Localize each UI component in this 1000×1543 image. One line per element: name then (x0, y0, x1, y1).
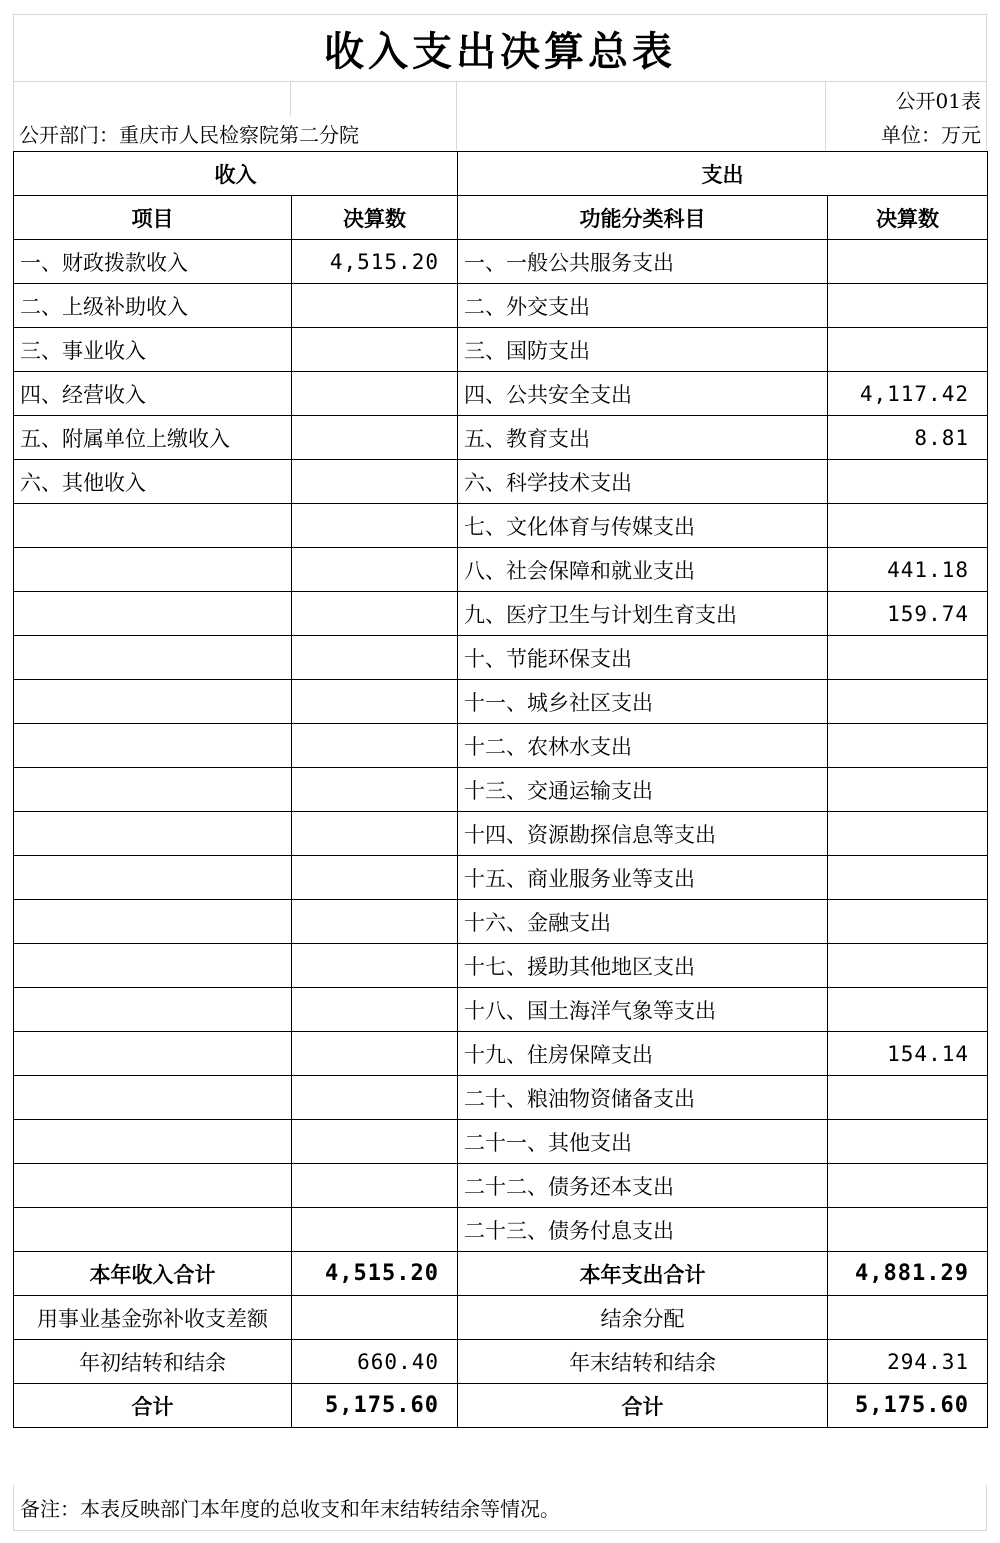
income-amount (292, 812, 458, 856)
expense-item: 十二、农林水支出 (458, 724, 828, 768)
expense-item: 十八、国土海洋气象等支出 (458, 988, 828, 1032)
expense-amount (828, 1076, 988, 1120)
income-item (14, 1076, 292, 1120)
expense-amount: 8.81 (828, 416, 988, 460)
income-item (14, 724, 292, 768)
table-row (14, 328, 988, 372)
table-row (14, 284, 988, 328)
table-row (14, 1164, 988, 1208)
income-amount (292, 548, 458, 592)
expense-item: 十六、金融支出 (458, 900, 828, 944)
expense-amount: 441.18 (828, 548, 988, 592)
income-amount (292, 988, 458, 1032)
table-row (14, 1032, 988, 1076)
expense-item: 四、公共安全支出 (458, 372, 828, 416)
expense-amount (828, 1164, 988, 1208)
amount-header-expense: 决算数 (828, 196, 988, 240)
income-amount (292, 460, 458, 504)
item-header: 项目 (14, 196, 292, 240)
summary-income-item: 本年收入合计 (14, 1252, 292, 1296)
table-row (14, 900, 988, 944)
expense-amount (828, 636, 988, 680)
income-item: 六、其他收入 (14, 460, 292, 504)
income-item (14, 900, 292, 944)
table-row (14, 592, 988, 636)
summary-row (14, 1340, 988, 1384)
income-item (14, 1032, 292, 1076)
header-row-columns (14, 196, 988, 240)
income-amount (292, 1032, 458, 1076)
income-item (14, 768, 292, 812)
summary-expense-amount (828, 1296, 988, 1340)
summary-expense-amount: 4,881.29 (828, 1252, 988, 1296)
summary-income-amount: 660.40 (292, 1340, 458, 1384)
blank-cell (457, 116, 826, 150)
income-item: 一、财政拨款收入 (14, 240, 292, 284)
income-item (14, 812, 292, 856)
table-row (14, 240, 988, 284)
expense-amount (828, 812, 988, 856)
table-row (14, 1076, 988, 1120)
income-amount (292, 284, 458, 328)
table-row (14, 416, 988, 460)
expense-amount: 154.14 (828, 1032, 988, 1076)
table-row (14, 504, 988, 548)
income-item: 二、上级补助收入 (14, 284, 292, 328)
expense-amount: 4,117.42 (828, 372, 988, 416)
expense-item: 二十三、债务付息支出 (458, 1208, 828, 1252)
department-label: 公开部门：重庆市人民检察院第二分院 (14, 116, 457, 150)
expense-amount (828, 504, 988, 548)
table-row (14, 548, 988, 592)
expense-amount (828, 328, 988, 372)
table-row (14, 812, 988, 856)
income-amount (292, 1208, 458, 1252)
income-item (14, 944, 292, 988)
income-item (14, 988, 292, 1032)
expense-item: 十七、援助其他地区支出 (458, 944, 828, 988)
expense-amount (828, 900, 988, 944)
expense-item: 九、医疗卫生与计划生育支出 (458, 592, 828, 636)
blank-cell (457, 82, 826, 116)
expense-amount: 159.74 (828, 592, 988, 636)
header-row-group (14, 152, 988, 196)
expense-header: 支出 (458, 152, 988, 196)
income-amount (292, 1076, 458, 1120)
page-title: 收入支出决算总表 (13, 14, 987, 82)
income-item (14, 1208, 292, 1252)
summary-income-item: 用事业基金弥补收支差额 (14, 1296, 292, 1340)
income-amount: 4,515.20 (292, 240, 458, 284)
expense-item: 十、节能环保支出 (458, 636, 828, 680)
summary-row (14, 1296, 988, 1340)
income-amount (292, 900, 458, 944)
income-item (14, 636, 292, 680)
summary-expense-item: 合计 (458, 1384, 828, 1428)
table-row (14, 856, 988, 900)
table-row (14, 680, 988, 724)
expense-item: 六、科学技术支出 (458, 460, 828, 504)
table-row (14, 724, 988, 768)
table-row (14, 372, 988, 416)
income-item (14, 548, 292, 592)
income-item: 四、经营收入 (14, 372, 292, 416)
income-amount (292, 856, 458, 900)
income-item (14, 592, 292, 636)
income-amount (292, 680, 458, 724)
expense-amount (828, 284, 988, 328)
expense-item: 八、社会保障和就业支出 (458, 548, 828, 592)
summary-income-amount (292, 1296, 458, 1340)
expense-item: 二十、粮油物资储备支出 (458, 1076, 828, 1120)
table-row (14, 1120, 988, 1164)
summary-income-amount: 4,515.20 (292, 1252, 458, 1296)
footnote: 备注：本表反映部门本年度的总收支和年末结转结余等情况。 (13, 1485, 987, 1531)
budget-table (13, 151, 988, 1428)
summary-expense-item: 结余分配 (458, 1296, 828, 1340)
income-amount (292, 636, 458, 680)
income-amount (292, 504, 458, 548)
expense-item: 十三、交通运输支出 (458, 768, 828, 812)
expense-item: 十一、城乡社区支出 (458, 680, 828, 724)
expense-item: 一、一般公共服务支出 (458, 240, 828, 284)
table-row (14, 944, 988, 988)
income-amount (292, 724, 458, 768)
meta-row-code (13, 82, 987, 116)
expense-amount (828, 1120, 988, 1164)
unit-label: 单位：万元 (881, 122, 981, 147)
income-amount (292, 1120, 458, 1164)
table-row (14, 988, 988, 1032)
income-amount (292, 944, 458, 988)
expense-item: 七、文化体育与传媒支出 (458, 504, 828, 548)
income-item (14, 856, 292, 900)
amount-header: 决算数 (292, 196, 458, 240)
expense-amount (828, 768, 988, 812)
expense-amount (828, 680, 988, 724)
income-item (14, 1164, 292, 1208)
expense-item: 十九、住房保障支出 (458, 1032, 828, 1076)
income-amount (292, 1164, 458, 1208)
income-amount (292, 372, 458, 416)
summary-row (14, 1384, 988, 1428)
summary-income-item: 年初结转和结余 (14, 1340, 292, 1384)
expense-amount (828, 856, 988, 900)
income-item (14, 680, 292, 724)
summary-income-item: 合计 (14, 1384, 292, 1428)
income-amount (292, 416, 458, 460)
meta-row-department (13, 116, 987, 150)
expense-amount (828, 944, 988, 988)
summary-row (14, 1252, 988, 1296)
expense-amount (828, 460, 988, 504)
expense-amount (828, 724, 988, 768)
expense-item: 二十二、债务还本支出 (458, 1164, 828, 1208)
blank-cell (14, 82, 291, 116)
expense-item: 五、教育支出 (458, 416, 828, 460)
table-row (14, 1208, 988, 1252)
table-row (14, 460, 988, 504)
income-header: 收入 (14, 152, 458, 196)
category-header: 功能分类科目 (458, 196, 828, 240)
expense-amount (828, 240, 988, 284)
table-row (14, 768, 988, 812)
expense-item: 十五、商业服务业等支出 (458, 856, 828, 900)
summary-expense-amount: 5,175.60 (828, 1384, 988, 1428)
table-code: 公开01表 (895, 88, 981, 113)
summary-income-amount: 5,175.60 (292, 1384, 458, 1428)
income-item (14, 1120, 292, 1164)
income-item: 五、附属单位上缴收入 (14, 416, 292, 460)
income-amount (292, 592, 458, 636)
expense-item: 二、外交支出 (458, 284, 828, 328)
expense-amount (828, 988, 988, 1032)
summary-expense-item: 年末结转和结余 (458, 1340, 828, 1384)
blank-cell (291, 82, 457, 116)
expense-item: 二十一、其他支出 (458, 1120, 828, 1164)
expense-amount (828, 1208, 988, 1252)
summary-expense-item: 本年支出合计 (458, 1252, 828, 1296)
income-amount (292, 328, 458, 372)
summary-expense-amount: 294.31 (828, 1340, 988, 1384)
table-row (14, 636, 988, 680)
expense-item: 十四、资源勘探信息等支出 (458, 812, 828, 856)
income-item (14, 504, 292, 548)
income-amount (292, 768, 458, 812)
income-item: 三、事业收入 (14, 328, 292, 372)
expense-item: 三、国防支出 (458, 328, 828, 372)
